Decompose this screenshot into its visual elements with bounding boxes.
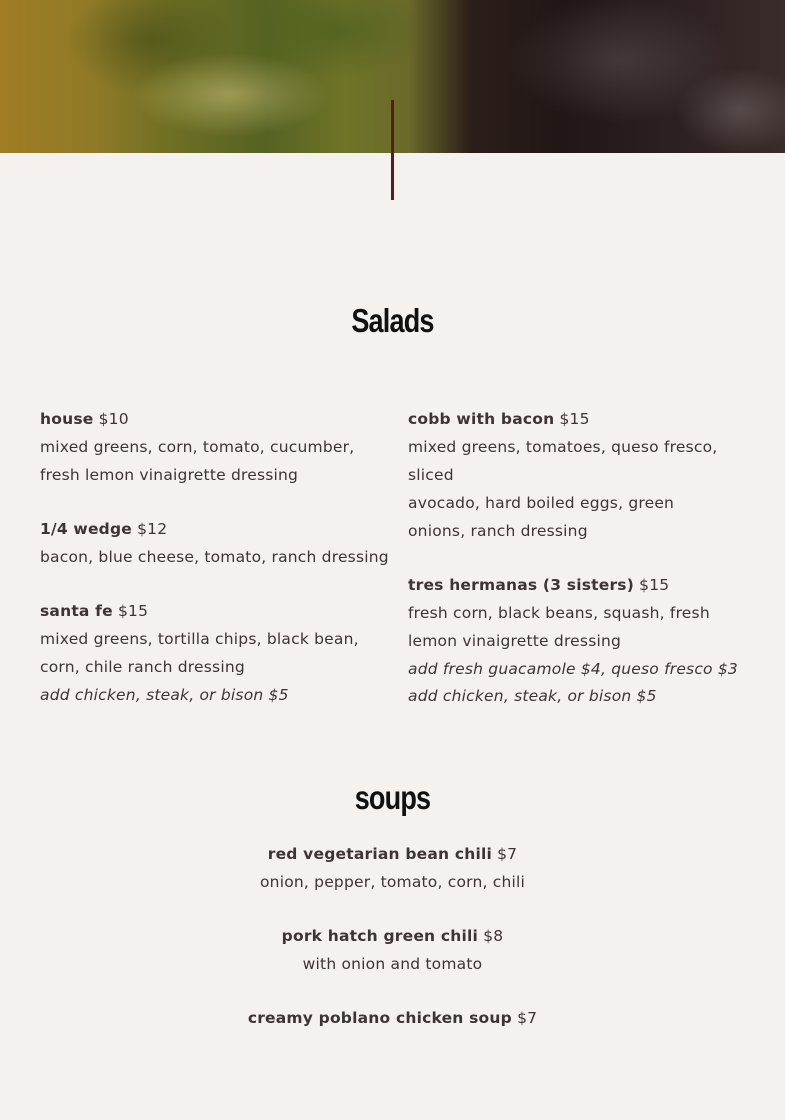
item-addon-note: add fresh guacamole $4, queso fresco $3 xyxy=(408,660,738,678)
item-price: $15 xyxy=(559,410,590,428)
divider-line xyxy=(391,100,394,200)
item-price: $7 xyxy=(497,845,518,863)
salads-title: Salads xyxy=(351,302,434,339)
menu-item xyxy=(0,840,785,896)
item-description-line: onions, ranch dressing xyxy=(408,522,588,540)
item-addon-note: add chicken, steak, or bison $5 xyxy=(40,686,289,704)
item-description: mixed greens, tortilla chips, black bean, corn, chile ranch dressing xyxy=(40,630,359,676)
item-name: cobb with bacon xyxy=(408,410,555,428)
item-name: red vegetarian bean chili xyxy=(267,845,492,863)
menu-item xyxy=(0,922,785,978)
soups-list xyxy=(0,840,785,1058)
item-description: with onion and tomato xyxy=(302,955,483,973)
menu-item xyxy=(40,597,390,709)
item-name: creamy poblano chicken soup xyxy=(247,1009,512,1027)
item-description-line: mixed greens, tomatoes, queso fresco, sliced xyxy=(408,438,718,484)
item-description: mixed greens, corn, tomato, cucumber, fresh lemon vinaigrette dressing xyxy=(40,438,355,484)
menu-item xyxy=(408,405,753,545)
item-price: $8 xyxy=(483,927,504,945)
salads-left-column xyxy=(40,405,390,735)
item-price: $10 xyxy=(98,410,129,428)
menu-item xyxy=(40,515,390,571)
item-name: santa fe xyxy=(40,602,113,620)
item-description: fresh corn, black beans, squash, fresh lemon vinaigrette dressing xyxy=(408,604,710,650)
item-price: $15 xyxy=(639,576,670,594)
menu-item xyxy=(40,405,390,489)
item-description-line: avocado, hard boiled eggs, green xyxy=(408,494,675,512)
item-description: onion, pepper, tomato, corn, chili xyxy=(259,873,525,891)
item-name: house xyxy=(40,410,94,428)
item-price: $12 xyxy=(137,520,168,538)
item-name: 1/4 wedge xyxy=(40,520,132,538)
item-addon-note: add chicken, steak, or bison $5 xyxy=(408,687,657,705)
item-name: pork hatch green chili xyxy=(281,927,479,945)
menu-item xyxy=(0,1004,785,1032)
salads-right-column xyxy=(408,405,753,736)
menu-item xyxy=(408,571,753,710)
soups-title: soups xyxy=(354,779,431,816)
item-name: tres hermanas (3 sisters) xyxy=(408,576,635,594)
item-description: bacon, blue cheese, tomato, ranch dressing xyxy=(40,548,389,566)
item-price: $7 xyxy=(517,1009,538,1027)
item-price: $15 xyxy=(117,602,149,620)
